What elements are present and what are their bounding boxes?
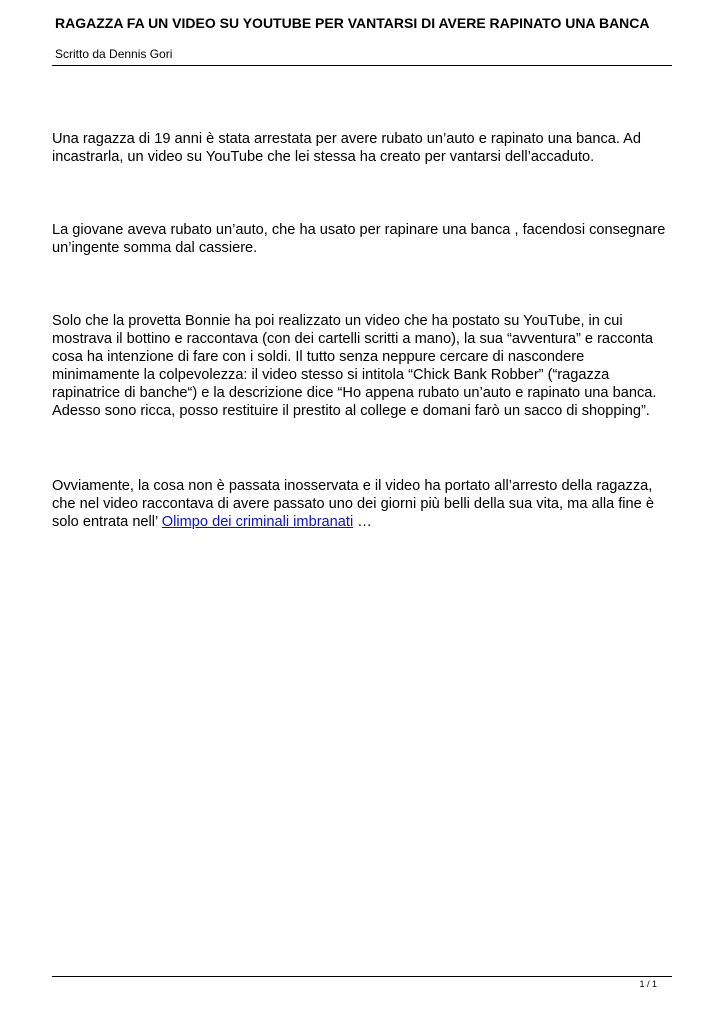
paragraph-3: Solo che la provetta Bonnie ha poi realizzato un video che ha postato su YouTube, in cui mostrava il bottino e raccontava (con dei cartelli scritti a mano), la sua “avventura” e racconta cosa ha intenzione di fare con i soldi. Il tutto senza neppure cercare di nascondere minimamente la colpevolezza: il video stesso si intitola “Chick Bank Robber” (“ragazza rapinatrice di banche“) e la descrizione dice “Ho appena rubato un’auto e rapinato una banca. Adesso sono ricca, posso restituire il prestito al college e domani farò un sacco di shopping”.: [52, 313, 657, 419]
footer-divider: [52, 976, 672, 977]
page-number: 1 / 1: [639, 979, 657, 989]
paragraph-1: Una ragazza di 19 anni è stata arrestata per avere rubato un’auto e rapinato una banca. Ad incastrarla, un video su YouTube che lei stessa ha creato per vantarsi dell’accaduto.: [52, 131, 642, 165]
header-divider: [52, 65, 672, 66]
olimpo-criminali-link[interactable]: Olimpo dei criminali imbranati: [161, 514, 354, 530]
page-title: RAGAZZA FA UN VIDEO SU YOUTUBE PER VANTARSI DI AVERE RAPINATO UNA BANCA: [55, 15, 650, 31]
paragraph-4-text: Ovviamente, la cosa non è passata inosservata e il video ha portato all’arresto della ragazza, che nel video raccontava di avere passato uno dei giorni più belli della sua vita, ma alla fine è solo entrata nell’: [52, 478, 654, 530]
paragraph-4-ellipsis: …: [353, 514, 372, 530]
author-byline: Scritto da Dennis Gori: [55, 47, 173, 61]
paragraph-4: [52, 477, 672, 531]
paragraph-2: La giovane aveva rubato un’auto, che ha usato per rapinare una banca , facendosi consegnare un’ingente somma dal cassiere.: [52, 222, 666, 256]
